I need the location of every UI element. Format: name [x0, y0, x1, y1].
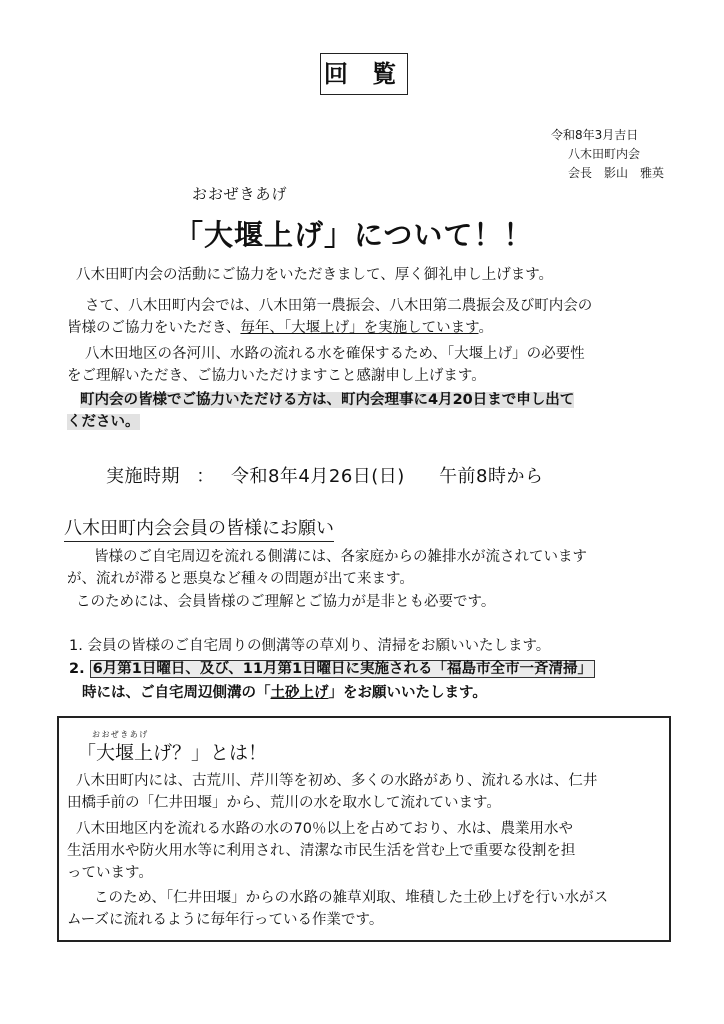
request-paragraph-2: このためには、会員皆様のご理解とご協力が是非とも必要です。	[76, 594, 496, 610]
request-heading: 八木田町内会会員の皆様にお願い	[64, 514, 334, 542]
info-box	[57, 716, 671, 942]
info-paragraph-3: このため、「仁井田堰」からの水路の雑草刈取、堆積した土砂上げを行い水がス ムーズに流れるように毎年行っている作業です。	[67, 890, 609, 928]
list-text: 会員の皆様のご自宅周りの側溝等の草刈り、清掃をお願いいたします。	[87, 638, 551, 654]
issue-date: 令和8年3月吉日	[551, 128, 639, 142]
annual-practice-underline: 毎年、「大堰上げ」を実施しています	[240, 320, 479, 336]
info-paragraph-2: 八木田地区内を流れる水路の水の70％以上を占めており、水は、農業用水や 生活用水や防火用水等に利用され、清潔な市民生活を営む上で重要な役割を担 っています。	[67, 821, 576, 881]
info-box-title: 「大堰上げ？」とは！	[77, 742, 268, 764]
president-name: 会長 影山 雅英	[568, 166, 665, 180]
intro-paragraph-3: 八木田地区の各河川、水路の流れる水を確保するため、「大堰上げ」の必要性 をご理解いただき、ご協力いただけますこと感謝申し上げます。	[67, 346, 585, 384]
request-paragraph-1: 皆様のご自宅周辺を流れる側溝には、各家庭からの雑排水が流されています が、流れが滞ると悪臭など種々の問題が出て来ます。	[67, 549, 587, 587]
list-item	[69, 635, 679, 657]
headline-ruby: おおぜきあげ	[192, 185, 288, 203]
schedule-date: 令和8年4月26日(日)	[230, 466, 405, 487]
soil-removal-underline: 土砂上げ	[270, 685, 329, 701]
document-title: 回 覧	[320, 53, 408, 95]
list-number: 2.	[69, 661, 85, 677]
info-box-ruby: おおぜきあげ	[92, 730, 149, 739]
list-number: 1.	[69, 638, 83, 654]
volunteer-notice: 町内会の皆様でご協力いただける方は、町内会理事に4月20日まで申し出て ください。	[67, 392, 575, 430]
schedule-label: 実施時期	[106, 466, 180, 487]
organization-name: 八木田町内会	[568, 147, 641, 161]
info-paragraph-1: 八木田町内には、古荒川、芹川等を初め、多くの水路があり、流れる水は、仁井 田橋手前の「仁井田堰」から、荒川の水を取水して流れています。	[67, 773, 598, 811]
intro-section	[67, 264, 667, 286]
headline-title: 「大堰上げ」について！！	[174, 218, 534, 252]
schedule-line	[106, 462, 544, 488]
intro-paragraph-2: さて、八木田町内会では、八木田第一農振会、八木田第二農振会及び町内会の 皆様のご協力をいただき、毎年、「大堰上げ」を実施しています。	[67, 298, 593, 336]
schedule-time: 午前8時から	[439, 466, 544, 487]
list-item: 2. 6月第1日曜日、及び、11月第1日曜日に実施される「福島市全市一斉清掃」 時には、ご自宅周辺側溝の「土砂上げ」をお願いいたします。	[69, 658, 709, 704]
intro-paragraph-1: 八木田町内会の活動にご協力をいただきまして、厚く御礼申し上げます。	[76, 267, 554, 283]
schedule-separator: ：	[196, 466, 215, 487]
city-cleanup-notice: 6月第1日曜日、及び、11月第1日曜日に実施される「福島市全市一斉清掃」	[90, 660, 595, 678]
